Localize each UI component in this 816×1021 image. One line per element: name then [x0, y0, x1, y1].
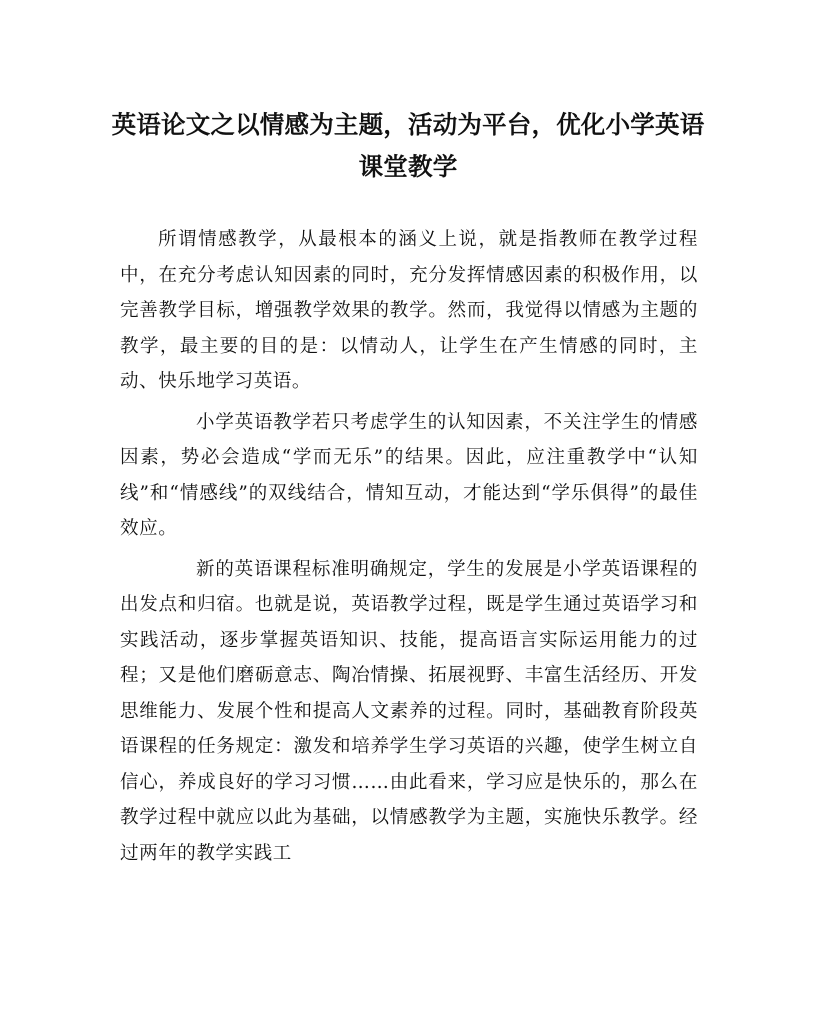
paragraph-2: 小学英语教学若只考虑学生的认知因素，不关注学生的情感因素，势必会造成“学而无乐”的结果。因此，应注重教学中“认知线”和“情感线”的双线结合，情知互动，才能达到“学乐俱得”的最佳效应。 [120, 411, 698, 539]
paragraph-3: 新的英语课程标准明确规定，学生的发展是小学英语课程的出发点和归宿。也就是说，英语教学过程，既是学生通过英语学习和实践活动，逐步掌握英语知识、技能，提高语言实际运用能力的过程；又是他们磨砺意志、陶冶情操、拓展视野、丰富生活经历、开发思维能力、发展个性和提高人文素养的过程。同时，基础教育阶段英语课程的任务规定：激发和培养学生学习英语的兴趣，使学生树立自信心，养成良好的学习习惯……由此看来，学习应是快乐的，那么在教学过程中就应以此为基础，以情感教学为主题，实施快乐教学。经过两年的教学实践工 [120, 558, 698, 864]
document-title: 英语论文之以情感为主题，活动为平台，优化小学英语课堂教学 [111, 110, 705, 181]
document-body [120, 222, 698, 876]
paragraph-1: 所谓情感教学，从最根本的涵义上说，就是指教师在教学过程中，在充分考虑认知因素的同时，充分发挥情感因素的积极作用，以完善教学目标，增强教学效果的教学。然而，我觉得以情感为主题的教学，最主要的目的是：以情动人，让学生在产生情感的同时，主动、快乐地学习英语。 [120, 229, 698, 392]
